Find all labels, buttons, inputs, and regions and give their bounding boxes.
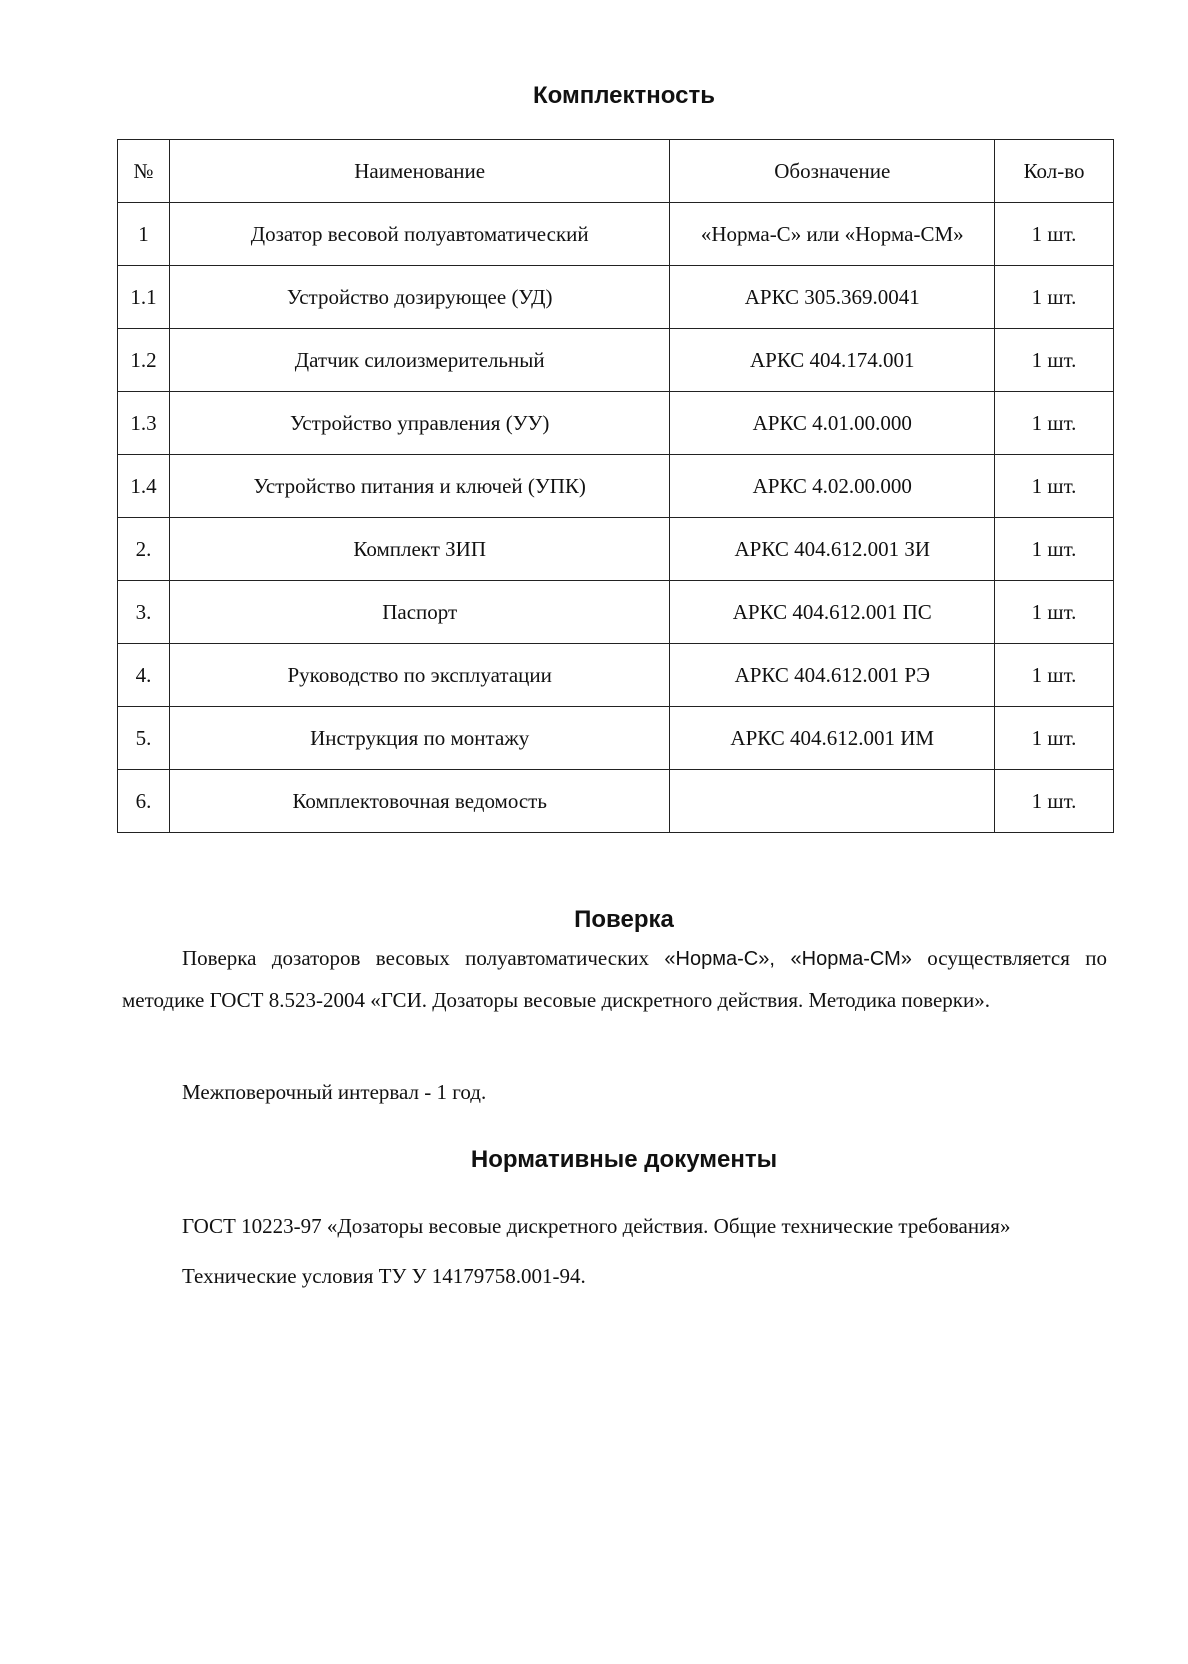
cell-designation: АРКС 4.02.00.000 [670,455,995,518]
cell-name: Комплектовочная ведомость [169,770,669,833]
cell-name: Датчик силоизмерительный [169,329,669,392]
cell-designation: АРКС 4.01.00.000 [670,392,995,455]
cell-number: 1.4 [118,455,170,518]
cell-quantity: 1 шт. [995,455,1114,518]
cell-designation: АРКС 404.612.001 ЗИ [670,518,995,581]
cell-name: Устройство питания и ключей (УПК) [169,455,669,518]
section-title-komplektnost: Комплектность [533,82,715,109]
section-title-poverka: Поверка [574,906,674,933]
table-row [118,203,1114,266]
cell-designation: АРКС 404.612.001 РЭ [670,644,995,707]
table-row [118,266,1114,329]
cell-number: 4. [118,644,170,707]
cell-designation: АРКС 404.612.001 ПС [670,581,995,644]
poverka-brand-names: «Норма-С», «Норма-СМ» [664,948,912,970]
table-row [118,707,1114,770]
cell-name: Устройство управления (УУ) [169,392,669,455]
table-row [118,392,1114,455]
poverka-text-part1: Поверка дозаторов весовых полуавтоматических [182,946,665,970]
cell-name: Комплект ЗИП [169,518,669,581]
cell-name: Устройство дозирующее (УД) [169,266,669,329]
cell-quantity: 1 шт. [995,518,1114,581]
cell-designation [670,770,995,833]
cell-number: 2. [118,518,170,581]
cell-designation: «Норма-С» или «Норма-СМ» [670,203,995,266]
cell-quantity: 1 шт. [995,266,1114,329]
cell-quantity: 1 шт. [995,203,1114,266]
cell-number: 5. [118,707,170,770]
cell-designation: АРКС 404.612.001 ИМ [670,707,995,770]
cell-number: 1 [118,203,170,266]
column-header-number: № [118,140,170,203]
table-row [118,518,1114,581]
cell-number: 3. [118,581,170,644]
column-header-quantity: Кол-во [995,140,1114,203]
cell-quantity: 1 шт. [995,707,1114,770]
kit-table [117,139,1114,833]
table-row [118,329,1114,392]
cell-designation: АРКС 305.369.0041 [670,266,995,329]
column-header-name: Наименование [169,140,669,203]
table-row [118,770,1114,833]
cell-number: 1.3 [118,392,170,455]
cell-designation: АРКС 404.174.001 [670,329,995,392]
cell-quantity: 1 шт. [995,644,1114,707]
cell-number: 1.2 [118,329,170,392]
poverka-paragraph [122,938,1107,1021]
section-title-normative-documents: Нормативные документы [470,1146,778,1173]
cell-name: Дозатор весовой полуавтоматический [169,203,669,266]
table-row [118,644,1114,707]
column-header-designation: Обозначение [670,140,995,203]
cell-number: 6. [118,770,170,833]
cell-name: Руководство по эксплуатации [169,644,669,707]
normative-doc-item: Технические условия ТУ У 14179758.001-94. [182,1264,586,1288]
verification-interval: Межповерочный интервал - 1 год. [182,1080,487,1104]
table-header-row [118,140,1114,203]
cell-number: 1.1 [118,266,170,329]
cell-quantity: 1 шт. [995,770,1114,833]
table-row [118,455,1114,518]
table-row [118,581,1114,644]
cell-name: Инструкция по монтажу [169,707,669,770]
poverka-text-part2: осуществляется по методике ГОСТ 8.523-2004 «ГСИ. Дозаторы весовые дискретного действия. Методика поверки». [122,946,1107,1012]
cell-quantity: 1 шт. [995,329,1114,392]
cell-quantity: 1 шт. [995,392,1114,455]
cell-name: Паспорт [169,581,669,644]
cell-quantity: 1 шт. [995,581,1114,644]
normative-doc-item: ГОСТ 10223-97 «Дозаторы весовые дискретного действия. Общие технические требования» [182,1214,1011,1238]
